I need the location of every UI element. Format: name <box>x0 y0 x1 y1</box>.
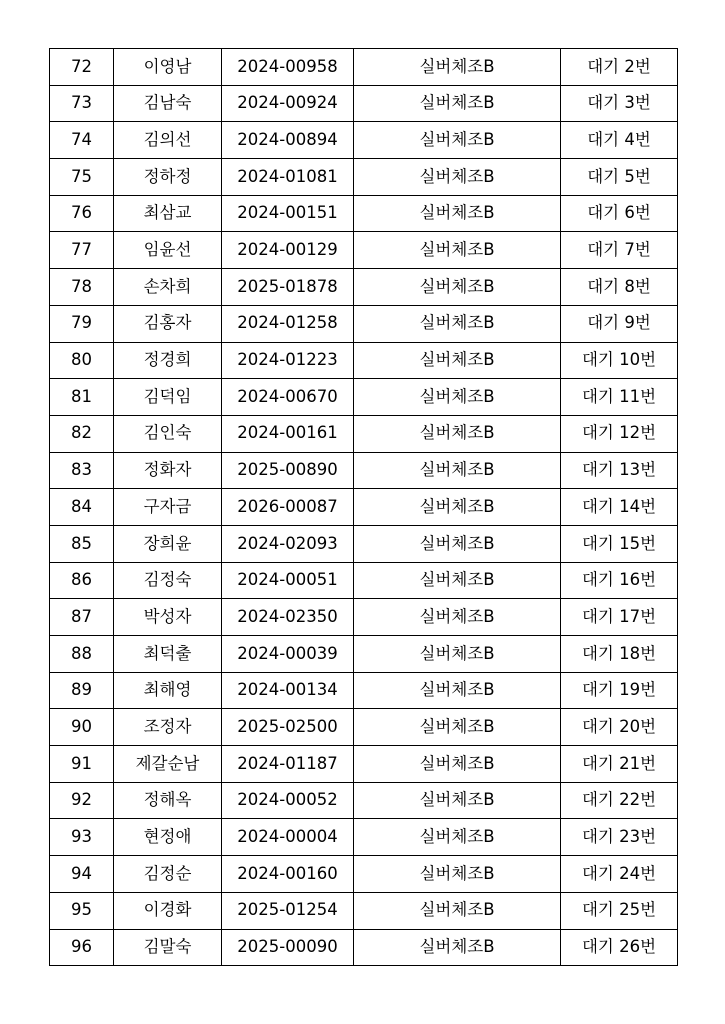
row-number-cell: 84 <box>50 489 114 526</box>
class-name-cell: 실버체조B <box>354 489 561 526</box>
class-name-cell: 실버체조B <box>354 562 561 599</box>
waitlist-status-cell: 대기 2번 <box>561 49 678 86</box>
member-id-cell: 2024-00894 <box>222 122 354 159</box>
waitlist-status-cell: 대기 10번 <box>561 342 678 379</box>
member-name-cell: 최덕출 <box>114 636 222 673</box>
row-number-cell: 79 <box>50 305 114 342</box>
member-id-cell: 2025-01878 <box>222 269 354 306</box>
class-name-cell: 실버체조B <box>354 892 561 929</box>
waitlist-status-cell: 대기 3번 <box>561 85 678 122</box>
class-name-cell: 실버체조B <box>354 305 561 342</box>
class-name-cell: 실버체조B <box>354 195 561 232</box>
table-row <box>50 562 678 599</box>
member-name-cell: 정해옥 <box>114 782 222 819</box>
member-name-cell: 정경희 <box>114 342 222 379</box>
class-name-cell: 실버체조B <box>354 49 561 86</box>
row-number-cell: 93 <box>50 819 114 856</box>
row-number-cell: 85 <box>50 525 114 562</box>
table-row <box>50 269 678 306</box>
waitlist-status-cell: 대기 17번 <box>561 599 678 636</box>
member-id-cell: 2025-01254 <box>222 892 354 929</box>
member-name-cell: 김인숙 <box>114 415 222 452</box>
row-number-cell: 90 <box>50 709 114 746</box>
member-id-cell: 2024-00004 <box>222 819 354 856</box>
table-row <box>50 782 678 819</box>
table-row <box>50 929 678 966</box>
member-id-cell: 2024-00161 <box>222 415 354 452</box>
waitlist-status-cell: 대기 9번 <box>561 305 678 342</box>
class-name-cell: 실버체조B <box>354 819 561 856</box>
row-number-cell: 92 <box>50 782 114 819</box>
waitlist-status-cell: 대기 21번 <box>561 746 678 783</box>
row-number-cell: 83 <box>50 452 114 489</box>
member-id-cell: 2024-00039 <box>222 636 354 673</box>
waitlist-status-cell: 대기 25번 <box>561 892 678 929</box>
waitlist-status-cell: 대기 24번 <box>561 856 678 893</box>
waitlist-table-body <box>50 49 678 966</box>
row-number-cell: 74 <box>50 122 114 159</box>
class-name-cell: 실버체조B <box>354 746 561 783</box>
table-row <box>50 489 678 526</box>
row-number-cell: 81 <box>50 379 114 416</box>
member-name-cell: 장희윤 <box>114 525 222 562</box>
class-name-cell: 실버체조B <box>354 452 561 489</box>
class-name-cell: 실버체조B <box>354 415 561 452</box>
class-name-cell: 실버체조B <box>354 599 561 636</box>
member-id-cell: 2026-00087 <box>222 489 354 526</box>
member-name-cell: 김말숙 <box>114 929 222 966</box>
member-id-cell: 2024-01187 <box>222 746 354 783</box>
member-name-cell: 이경화 <box>114 892 222 929</box>
member-name-cell: 김남숙 <box>114 85 222 122</box>
member-name-cell: 김덕임 <box>114 379 222 416</box>
class-name-cell: 실버체조B <box>354 85 561 122</box>
row-number-cell: 88 <box>50 636 114 673</box>
table-row <box>50 599 678 636</box>
waitlist-table <box>49 48 678 966</box>
table-row <box>50 305 678 342</box>
class-name-cell: 실버체조B <box>354 122 561 159</box>
member-name-cell: 정화자 <box>114 452 222 489</box>
member-id-cell: 2024-01081 <box>222 159 354 196</box>
class-name-cell: 실버체조B <box>354 379 561 416</box>
table-row <box>50 672 678 709</box>
class-name-cell: 실버체조B <box>354 856 561 893</box>
member-id-cell: 2024-00151 <box>222 195 354 232</box>
class-name-cell: 실버체조B <box>354 232 561 269</box>
table-row <box>50 525 678 562</box>
row-number-cell: 78 <box>50 269 114 306</box>
member-id-cell: 2024-00129 <box>222 232 354 269</box>
row-number-cell: 77 <box>50 232 114 269</box>
table-row <box>50 379 678 416</box>
row-number-cell: 96 <box>50 929 114 966</box>
member-name-cell: 박성자 <box>114 599 222 636</box>
member-id-cell: 2024-00924 <box>222 85 354 122</box>
row-number-cell: 87 <box>50 599 114 636</box>
waitlist-status-cell: 대기 6번 <box>561 195 678 232</box>
row-number-cell: 75 <box>50 159 114 196</box>
member-id-cell: 2024-00670 <box>222 379 354 416</box>
class-name-cell: 실버체조B <box>354 782 561 819</box>
member-id-cell: 2024-01223 <box>222 342 354 379</box>
waitlist-status-cell: 대기 18번 <box>561 636 678 673</box>
member-id-cell: 2024-00134 <box>222 672 354 709</box>
member-id-cell: 2024-02350 <box>222 599 354 636</box>
member-name-cell: 최삼교 <box>114 195 222 232</box>
class-name-cell: 실버체조B <box>354 672 561 709</box>
waitlist-status-cell: 대기 7번 <box>561 232 678 269</box>
row-number-cell: 95 <box>50 892 114 929</box>
member-name-cell: 임윤선 <box>114 232 222 269</box>
table-row <box>50 892 678 929</box>
member-id-cell: 2025-00890 <box>222 452 354 489</box>
table-row <box>50 159 678 196</box>
table-row <box>50 342 678 379</box>
member-name-cell: 조정자 <box>114 709 222 746</box>
row-number-cell: 72 <box>50 49 114 86</box>
waitlist-status-cell: 대기 14번 <box>561 489 678 526</box>
table-row <box>50 856 678 893</box>
waitlist-status-cell: 대기 4번 <box>561 122 678 159</box>
row-number-cell: 82 <box>50 415 114 452</box>
row-number-cell: 94 <box>50 856 114 893</box>
row-number-cell: 86 <box>50 562 114 599</box>
table-row <box>50 232 678 269</box>
member-name-cell: 정하정 <box>114 159 222 196</box>
member-id-cell: 2024-01258 <box>222 305 354 342</box>
class-name-cell: 실버체조B <box>354 709 561 746</box>
row-number-cell: 73 <box>50 85 114 122</box>
waitlist-status-cell: 대기 13번 <box>561 452 678 489</box>
member-name-cell: 김정숙 <box>114 562 222 599</box>
waitlist-status-cell: 대기 20번 <box>561 709 678 746</box>
row-number-cell: 91 <box>50 746 114 783</box>
table-row <box>50 122 678 159</box>
waitlist-status-cell: 대기 19번 <box>561 672 678 709</box>
waitlist-status-cell: 대기 11번 <box>561 379 678 416</box>
class-name-cell: 실버체조B <box>354 525 561 562</box>
row-number-cell: 89 <box>50 672 114 709</box>
waitlist-status-cell: 대기 22번 <box>561 782 678 819</box>
table-row <box>50 49 678 86</box>
member-id-cell: 2024-00052 <box>222 782 354 819</box>
table-row <box>50 819 678 856</box>
row-number-cell: 76 <box>50 195 114 232</box>
waitlist-status-cell: 대기 12번 <box>561 415 678 452</box>
class-name-cell: 실버체조B <box>354 159 561 196</box>
table-row <box>50 195 678 232</box>
waitlist-status-cell: 대기 16번 <box>561 562 678 599</box>
member-name-cell: 이영남 <box>114 49 222 86</box>
member-id-cell: 2024-00160 <box>222 856 354 893</box>
class-name-cell: 실버체조B <box>354 269 561 306</box>
member-id-cell: 2025-00090 <box>222 929 354 966</box>
waitlist-status-cell: 대기 26번 <box>561 929 678 966</box>
table-row <box>50 85 678 122</box>
member-name-cell: 김정순 <box>114 856 222 893</box>
table-row <box>50 636 678 673</box>
member-name-cell: 구자금 <box>114 489 222 526</box>
member-id-cell: 2024-02093 <box>222 525 354 562</box>
member-name-cell: 김홍자 <box>114 305 222 342</box>
waitlist-status-cell: 대기 15번 <box>561 525 678 562</box>
table-row <box>50 415 678 452</box>
member-name-cell: 손차희 <box>114 269 222 306</box>
waitlist-status-cell: 대기 23번 <box>561 819 678 856</box>
member-name-cell: 제갈순남 <box>114 746 222 783</box>
member-name-cell: 현정애 <box>114 819 222 856</box>
table-row <box>50 709 678 746</box>
member-id-cell: 2024-00958 <box>222 49 354 86</box>
class-name-cell: 실버체조B <box>354 636 561 673</box>
table-row <box>50 746 678 783</box>
class-name-cell: 실버체조B <box>354 929 561 966</box>
table-row <box>50 452 678 489</box>
member-id-cell: 2025-02500 <box>222 709 354 746</box>
member-id-cell: 2024-00051 <box>222 562 354 599</box>
waitlist-status-cell: 대기 5번 <box>561 159 678 196</box>
member-name-cell: 최해영 <box>114 672 222 709</box>
waitlist-status-cell: 대기 8번 <box>561 269 678 306</box>
member-name-cell: 김의선 <box>114 122 222 159</box>
class-name-cell: 실버체조B <box>354 342 561 379</box>
row-number-cell: 80 <box>50 342 114 379</box>
